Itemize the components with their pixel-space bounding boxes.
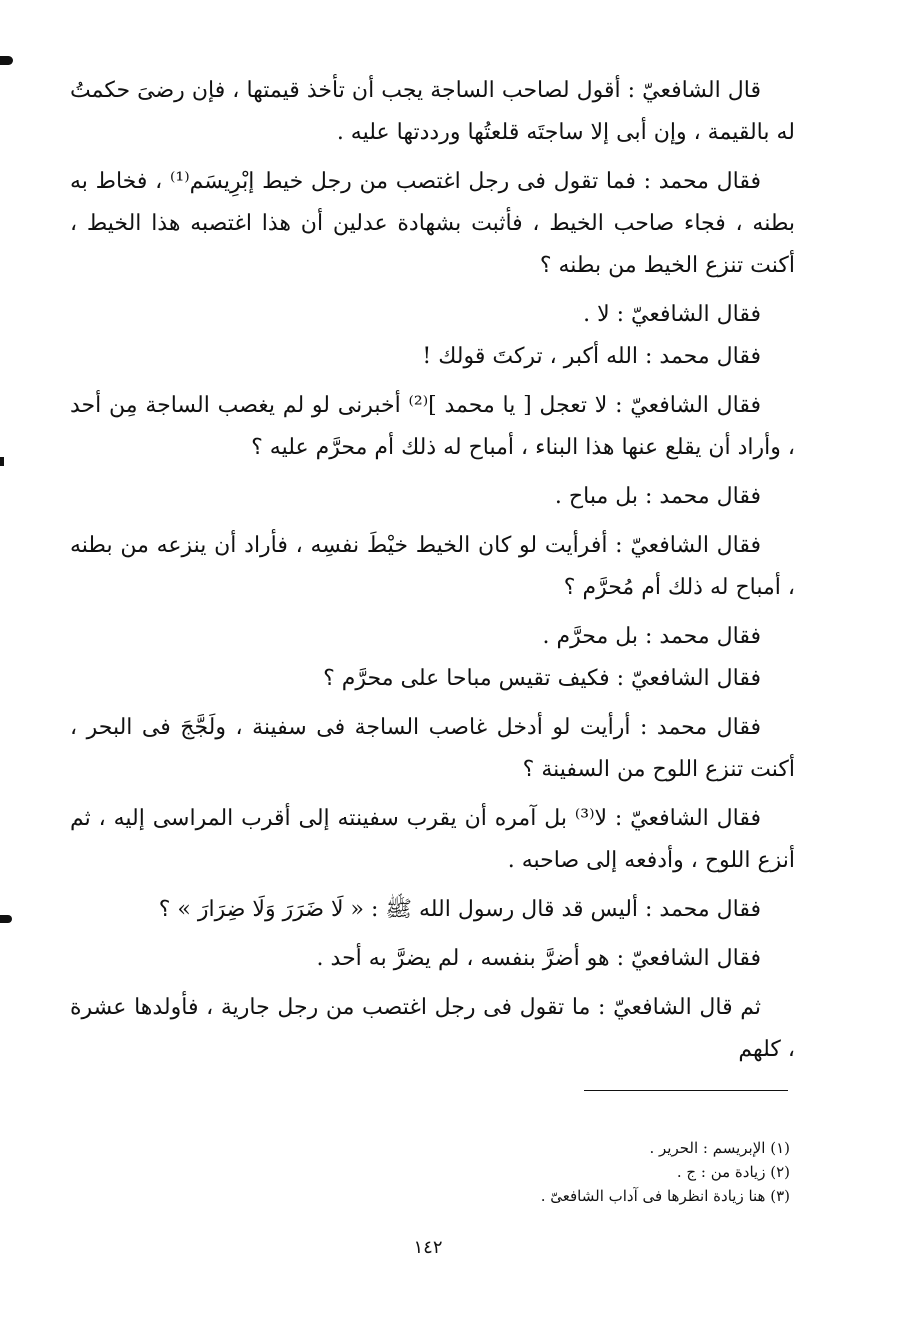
scan-edge-mark bbox=[0, 915, 12, 923]
paragraph: فقال محمد : أرأيت لو أدخل غاصب الساجة فى سفينة ، ولَجَّجَ فى البحر ، أكنت تنزع اللوح من السفينة ؟ bbox=[70, 715, 795, 782]
paragraph: فقال الشافعيّ : هو أضرَّ بنفسه ، لم يضرَّ به أحد . bbox=[316, 946, 761, 971]
page-number: ١٤٢ bbox=[413, 1237, 443, 1258]
paragraph: فقال الشافعيّ : أفرأيت لو كان الخيط خيْطَ نفسِه ، فأراد أن ينزعه من بطنه ، أمباح له ذلك أم مُحرَّم ؟ bbox=[70, 533, 795, 600]
scan-edge-mark bbox=[0, 56, 13, 65]
footnote: (١) الإبريسم : الحرير . bbox=[649, 1139, 790, 1157]
scan-edge-mark bbox=[0, 457, 4, 466]
paragraph: فقال الشافعيّ : لا . bbox=[583, 302, 761, 327]
paragraph: فقال الشافعيّ : فكيف تقيس مباحا على محرَّم ؟ bbox=[323, 666, 761, 691]
paragraph: ثم قال الشافعيّ : ما تقول فى رجل اغتصب من رجل جارية ، فأولدها عشرة ، كلهم bbox=[70, 995, 795, 1062]
footnotes bbox=[300, 1136, 790, 1208]
footnote-divider bbox=[584, 1090, 788, 1091]
paragraph: قال الشافعيّ : أقول لصاحب الساجة يجب أن تأخذ قيمتها ، فإن رضىَ حكمتُ له بالقيمة ، وإن أبى إلا ساجتَه قلعتُها ورددتها عليه . bbox=[70, 78, 795, 145]
main-text bbox=[70, 70, 795, 1078]
paragraph: فقال محمد : بل مباح . bbox=[554, 484, 761, 509]
paragraph: فقال محمد : بل محرَّم . bbox=[542, 624, 761, 649]
paragraph: فقال محمد : الله أكبر ، تركتَ قولك ! bbox=[422, 344, 761, 369]
paragraph: فقال محمد : فما تقول فى رجل اغتصب من رجل خيط إبْرِيسَم⁽¹⁾ ، فخاط به بطنه ، فجاء صاحب الخيط ، فأثبت بشهادة عدلين أن هذا اغتصبه هذا الخيط ، أكنت تنزع الخيط من بطنه ؟ bbox=[70, 169, 795, 278]
paragraph: فقال الشافعيّ : لا تعجل [ يا محمد ]⁽²⁾ أخبرنى لو لم يغصب الساجة مِن أحد ، وأراد أن يقلع عنها هذا البناء ، أمباح له ذلك أم محرَّم عليه ؟ bbox=[70, 393, 795, 460]
paragraph: فقال محمد : أليس قد قال رسول الله ﷺ : « لَا ضَرَرَ وَلَا ضِرَارَ » ؟ bbox=[158, 897, 761, 922]
paragraph: فقال الشافعيّ : لا⁽³⁾ بل آمره أن يقرب سفينته إلى أقرب المراسى إليه ، ثم أنزع اللوح ، وأدفعه إلى صاحبه . bbox=[70, 806, 795, 873]
footnote: (٢) زيادة من : ج . bbox=[676, 1163, 790, 1181]
footnote: (٣) هنا زيادة انظرها فى آداب الشافعىّ . bbox=[540, 1187, 790, 1205]
